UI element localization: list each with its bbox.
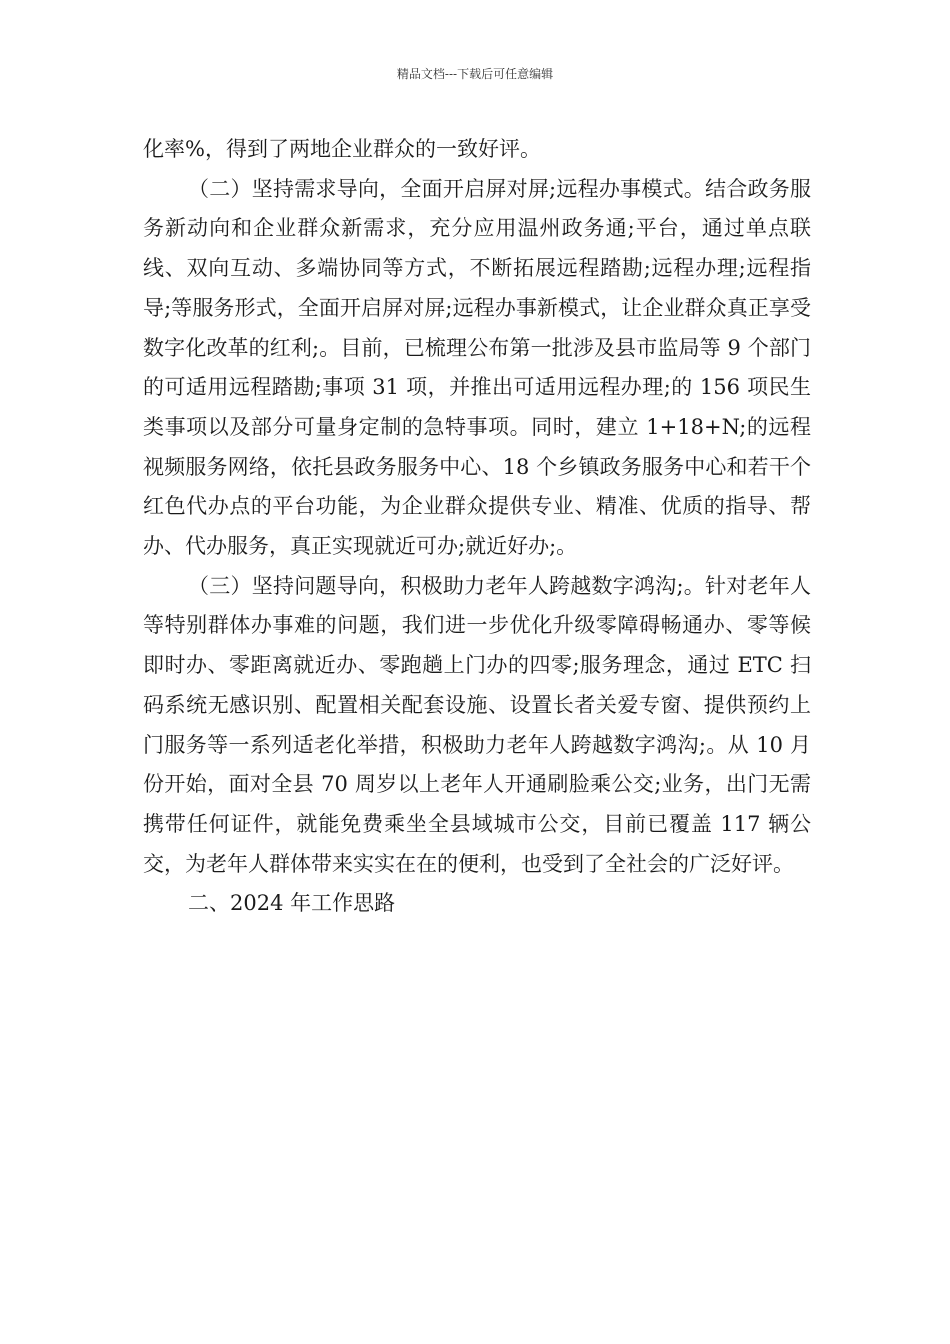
document-body	[143, 130, 811, 924]
paragraph-demand-oriented: （二）坚持需求导向，全面开启屏对屏;远程办事模式。结合政务服务新动向和企业群众新需求，充分应用温州政务通;平台，通过单点联线、双向互动、多端协同等方式，不断拓展远程踏勘;远程办理;远程指导;等服务形式，全面开启屏对屏;远程办事新模式，让企业群众真正享受数字化改革的红利;。目前，已梳理公布第一批涉及县市监局等 9 个部门的可适用远程踏勘;事项 31 项，并推出可适用远程办理;的 156 项民生类事项以及部分可量身定制的急特事项。同时，建立 1+18+N;的远程视频服务网络，依托县政务服务中心、18 个乡镇政务服务中心和若干个红色代办点的平台功能，为企业群众提供专业、精准、优质的指导、帮办、代办服务，真正实现就近可办;就近好办;。	[143, 176, 811, 559]
paragraph-problem-oriented: （三）坚持问题导向，积极助力老年人跨越数字鸿沟;。针对老年人等特别群体办事难的问题，我们进一步优化升级零障碍畅通办、零等候即时办、零距离就近办、零跑趟上门办的四零;服务理念，通过 ETC 扫码系统无感识别、配置相关配套设施、设置长者关爱专窗、提供预约上门服务等一系列适老化举措，积极助力老年人跨越数字鸿沟;。从 10 月份开始，面对全县 70 周岁以上老年人开通刷脸乘公交;业务，出门无需携带任何证件，就能免费乘坐全县域城市公交，目前已覆盖 117 辆公交，为老年人群体带来实实在在的便利，也受到了全社会的广泛好评。	[143, 573, 811, 876]
page-header: 精品文档---下载后可任意编辑	[396, 67, 554, 81]
paragraph-continuation: 化率%，得到了两地企业群众的一致好评。	[143, 137, 541, 161]
section-heading: 二、2024 年工作思路	[188, 891, 396, 916]
